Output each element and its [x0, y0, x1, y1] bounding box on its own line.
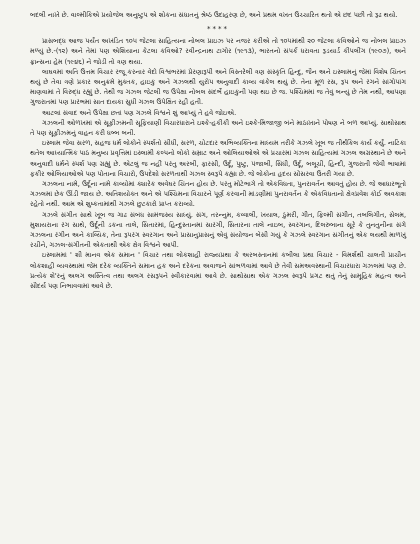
paragraph-nobel: પ્રાસબદ્ધ આજ પર્યંત અખંડિત ૧૦૫ જેટલા સાહિત્યના નોબલ પ્રાઇઝ પર નજર કરીએ તો ૧૦૫માંથી ૨૦ જેટલા કવિઓને જ નોબલ પ્રાઇઝ મળ્યું છે.-(૧૨) અને તેમાં પણ એશિયાના કેટલા કવિઓ? રવીન્દ્રનાથ ટાગોર (૧૯૧૩), ભારતનો સંપર્ક ધરાવતા રૂડયાર્ડ કીપલીંગ (૧૯૦૭), અને ફ્રાન્સના હેમ (૧૯૪૬) ને જોડી તો ત્રણ થયા. — [30, 37, 406, 66]
paragraph-sufism: ગઝલની ઓળખમાં એ સૂફીઝમની સૂફિયાણી વિચારધારાને ઇશ્કે-હકીકી અને ઇશ્કે-મિજાજી બંને માઠાખાને પોષણ ને બળ આપ્યું. સાથોસાથ તે પણ સૂફીઝમનું વાહન કરી ધબ્બ બની. — [30, 118, 406, 138]
paragraph-islam: ઇસ્લામ જેવા સરળ, સહજ ધર્મ લોકોને સ્પર્શતો સીધી, સરળ, ચોટદાર અભિવ્યક્તિના માધ્યમ તરીકે ગઝલે ખૂબ જ તીર્થંકિલ કાર્ય કર્યું. નાટિકા થતેલ આધ્યાત્મિક પાઠ મનુષ્ય પ્રવૃત્તિમાં ઇસ્લામી કલ્પનો લોકો સમ્રાટ અને ઓલિયાઓએ એ પ્રચારમાં ગઝલ સાહિત્યમાં ગઝલ અગ્રસ્થાને છે અને અનુવાદી ધર્મને સ્પર્શ પણ ગ્રહ્યું છે. એટલું જ નહીં પરંતુ અરબી, ફારસી, ઉર્દૂ, પુષ્ટુ, પંજાબી, સિંધી, ઉર્દૂ, બલૂચી, હિન્દી, ગુજરાતી જેવી ભાષામાં ફકીર ઓલિયાઓએ પણ પોતાના વિચારો, ઉપદેશો સરળતાથી ગઝલ સ્વરૂપે કહ્યા છે. જે લોકોના હૃદય સોંસરવા ઉતરી ગયા છે. — [30, 139, 407, 178]
section-separator: **** — [207, 25, 229, 34]
paragraph-gift: આટલાં સંવાદ અને ઉપેક્ષા છતાં પણ ગઝલે વિશ્વને શું આપ્યું તે હવે જોઇએ. — [42, 108, 237, 117]
paragraph-repetition: ગઝલના નામે, ઉર્દૂના નામે કાવ્યોમાં ક્યારેક અવેઘર ચિંતન હોય છે. પરંતુ મોટેભાગે તો એકવિધતા, પુનરાવર્તન આવતું હોય છે. જે આધારભૂતો ગઝલમાં છેક ઊંડી જાય છે. અતિશયોક્ત અને એ પશ્ચિમના વિચારને પૂર્ણ કરવાની માંડણીમાં પુનરાવર્તન કે એકવિધતાનો ક્ષેત્રપ્રવેશ કોઈ અવકાશ રહેતો નથી. આમ એ શુષ્કતામાંથી ગઝલે છુટકારો પ્રાપ્ત કરાવ્યો. — [30, 180, 406, 209]
paragraph-equality: ઇસ્લામમાં ' શી માનવ એક સમાન ' વિચાર તથા લોકશાહી રાજ્યપ્રથા કે અરબસ્તાનમાં કબીલા પ્રથા વિચાર - વિમર્શથી ચાલતી પ્રાચીન લોકશાહી વ્યવસ્થામાં જેમ દરેક વ્યક્તિને સમાન હક અને દરેકના અવાજને સાંભળવામાં આવે છે તેવી સમઅવસ્થાની વિચારધારા ગઝલમાં પણ છે. પ્રત્યેક શે'રનું અલગ અસ્તિત્વ તથા અલગ રસરૂપને સ્વીકારવામાં આવે છે. સાથોસાથ એક ગઝલ સ્વરૂપે પ્રગટ થતું તેનું સામૂહિક મહત્વ અને સૌંદર્ય પણ નિભાવવામાં આવે છે. — [30, 251, 406, 291]
paragraph-opening: બદલી નાખે છે. વાલ્મીકિએ પ્રયોજેલ અનુષ્ટુપ એ શોકના સંધાતનું શ્રેષ્ઠ ઉદાહરણ છે, અને પ્રથમ વખત ઉચ્ચારિત થતો એ છંદ પછી તો રૂઢ થયો. — [30, 11, 398, 19]
paragraph-music: ગઝલે સંગીત સાથે ખૂબ જ ગાઢ સંબંધ સામંજસ્ય સાધ્યું. સંગ, તરન્નુમ, કવ્વાલી, ખયાલ, ઠુમરી, ગીત, ફિલ્મી સંગીત, તબલિગીત, સેલમ, મુશાયરાના રંગ સાથે, ઉર્દૂની ડકના તાલે, સિતારમાં, હિન્દુસ્તાનમાં સારંગી, સિતારના તાલે નાઇબ, સ્વરગાન, દિલરુબાના સૂરે કે તુનતુનીના સંગે ગઝલના રંગીન અને કાવ્યિક, તેના રૂપરંગ સ્વરગાન અને પ્રાસાનુપ્રાસનું એવું સંયોજન બેસી ગયું કે ગઝલે સ્વરગાન સંગીતનું એક લયથી માળખું રચીને, ગઝલ-સંગીતની એકતાથી એક ક્ષેત્ર વિશ્વને આપી. — [30, 210, 406, 250]
paragraph-brevity: લાઘવમાં અતિ ઉત્તમ વિચાર રજૂ કરનાર વેદો વિશ્વભરમાં પ્રેરણારૂપી અને વિસ્તરેલી ત્રણ સંસ્કૃતિ હિન્દુ, જૈન અને ઇસ્લામનું જેમાં વિશેષ ચિંતન થયું છે તેવા ત્રણે પ્રકાર અનુક્રમે મુક્તક, હાઇકુ અને ગઝલથી યુરોપ અનુવાદી કાવ્ય વાંકેલ થયું છે. તેના મૂળ રસ, રૂપ અને રંગને સાંગોપાંગ માણવામાં તે વિરુદ્ધ રહ્યું છે. તેથી જ ગઝલ જેટલી જ ઉપેક્ષા નોબલ સંદર્ભે હાઇકુની પણ થઇ છે જ. પશ્ચિમમાં જ તેવું બન્યું છે તેમ નથી, આપણા ગુજરાતમાં પણ પ્રારંભમાં સાત દાયકા સુધી ગઝલ ઉપેક્ષિત રહી હતી. — [30, 67, 406, 107]
